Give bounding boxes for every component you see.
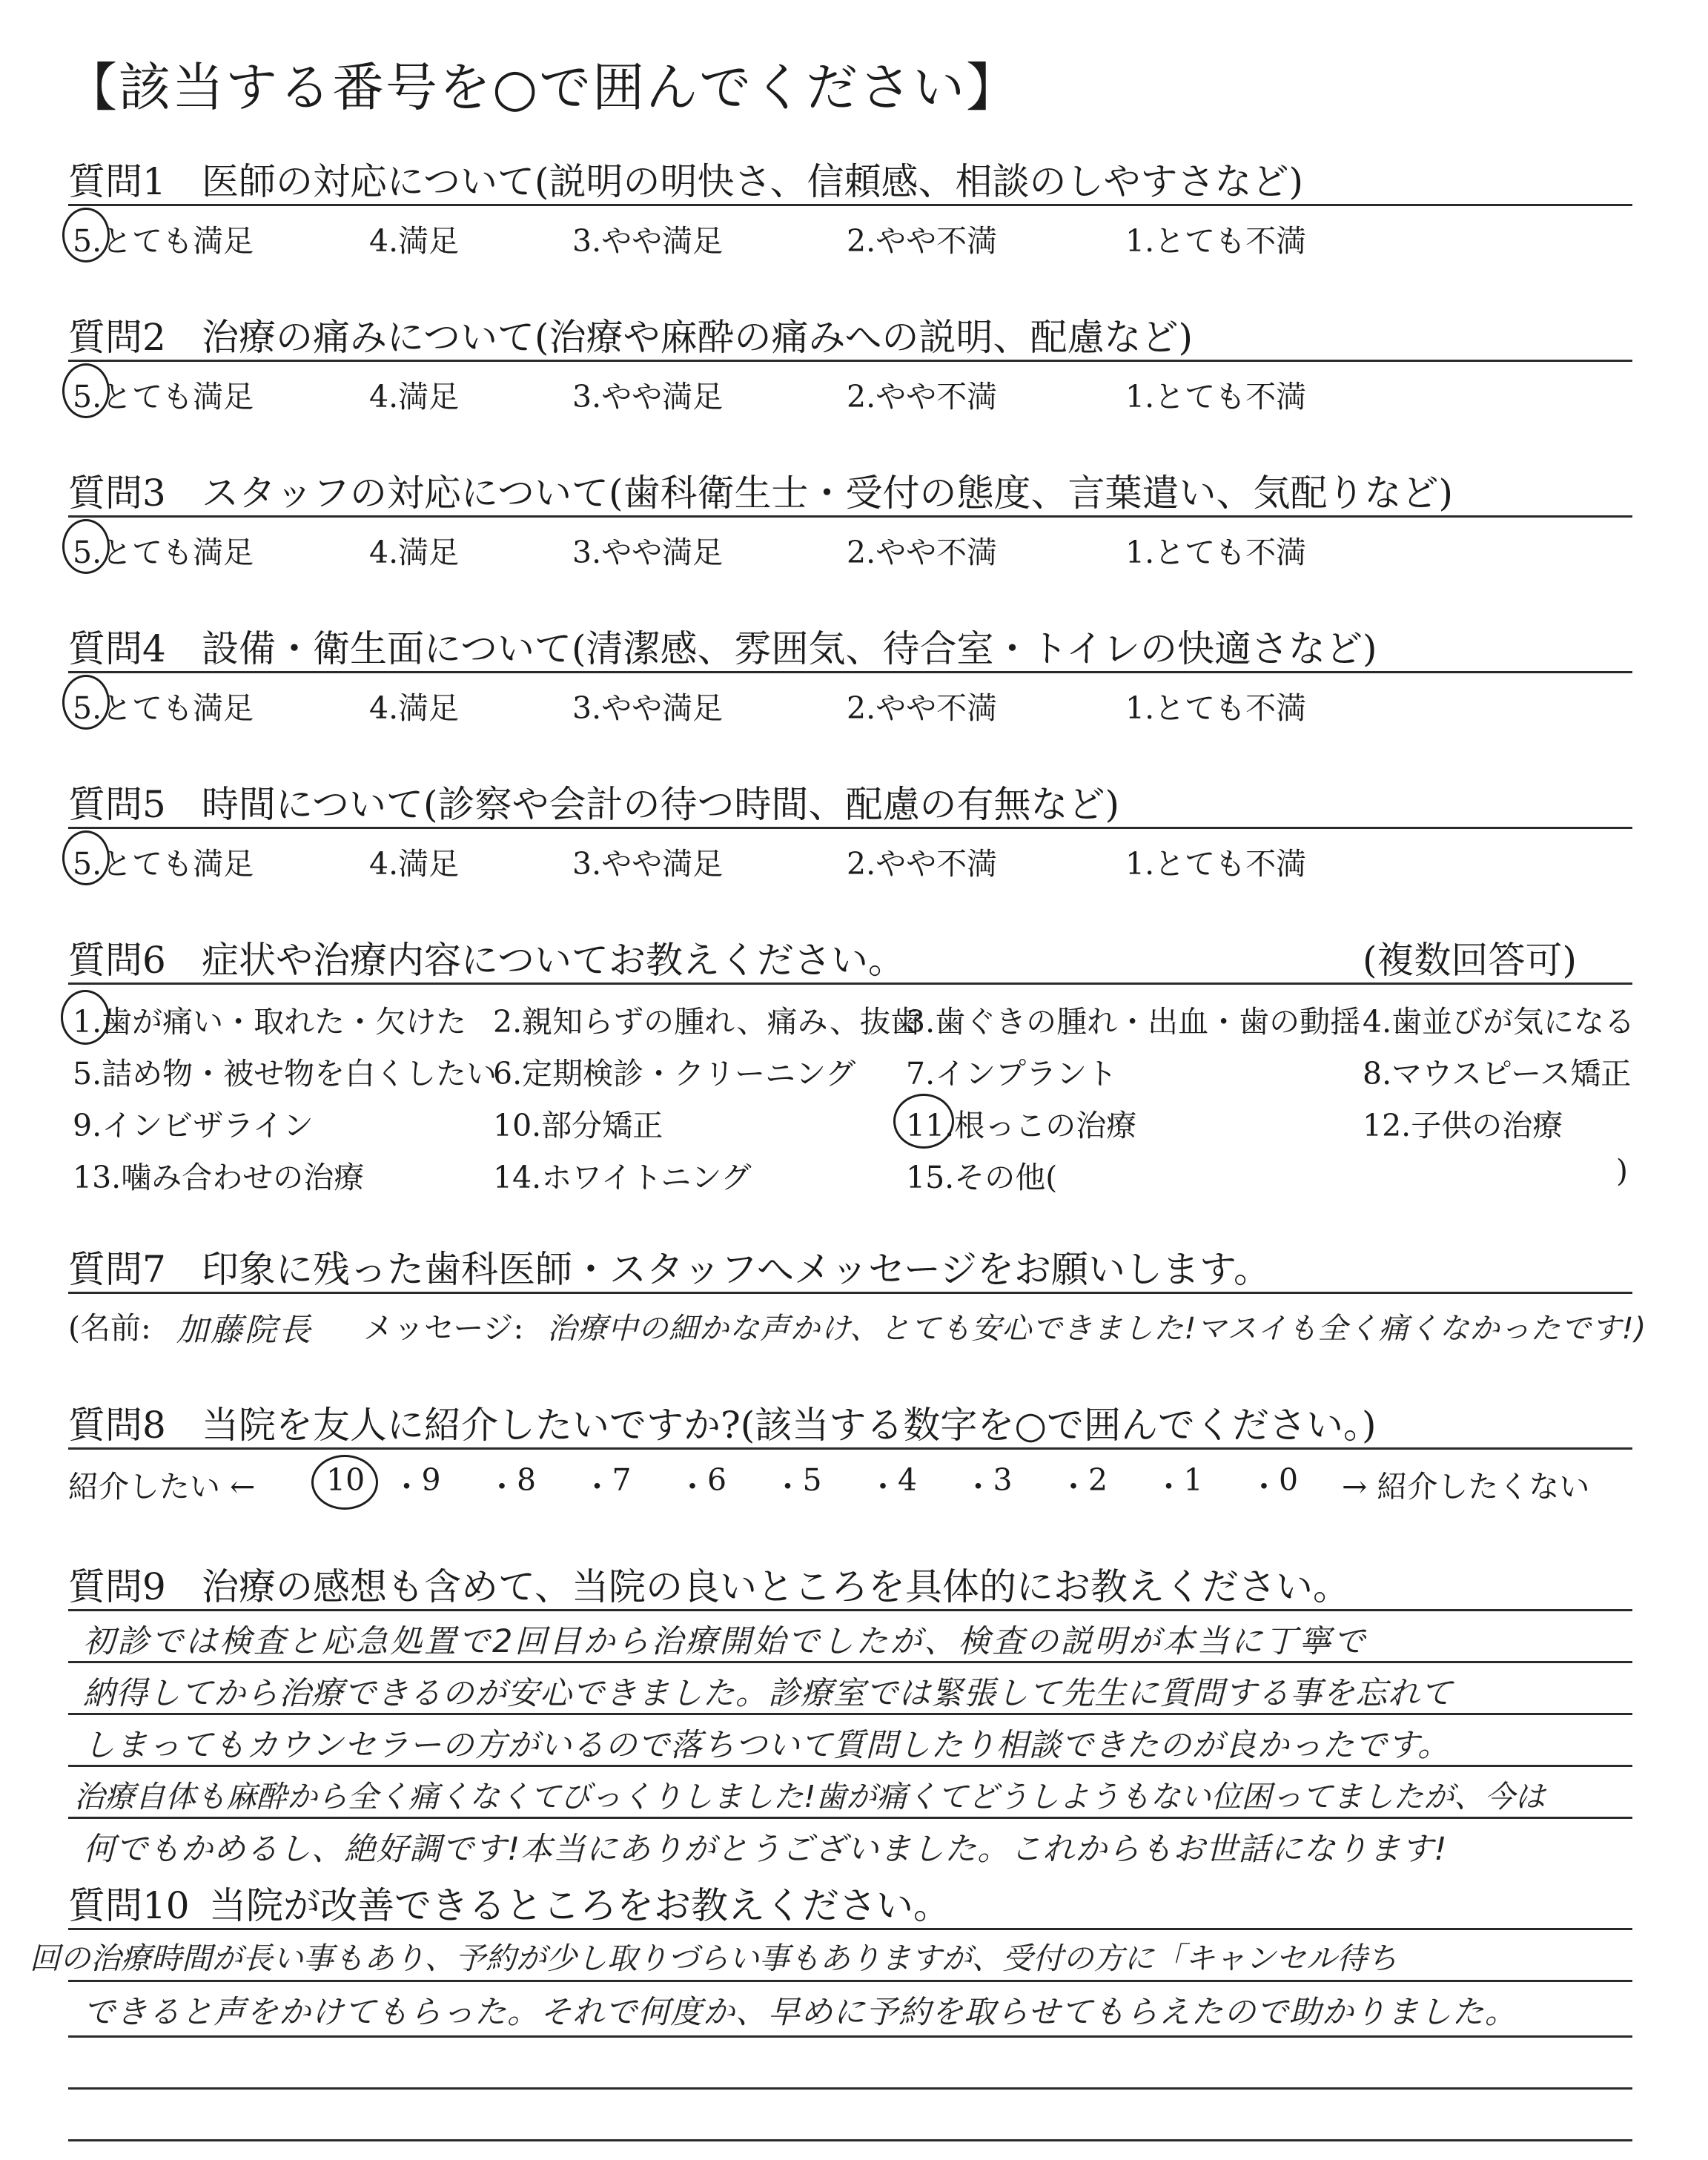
treatment-option-2[interactable]: 2.親知らずの腫れ、痛み、抜歯 [493, 1004, 921, 1040]
question-text: 設備・衛生面について(清潔感、雰囲気、待合室・トイレの快適さなど) [202, 627, 1377, 670]
divider [68, 1817, 1632, 1819]
question-text: 当院を友人に紹介したいですか?(該当する数字を○で囲んでください。) [202, 1404, 1377, 1447]
scale-value-0[interactable]: 0 [1279, 1462, 1299, 1498]
answer-line[interactable]: 何でもかめるし、絶好調です!本当にありがとうございました。これからもお世話になります! [83, 1831, 1448, 1868]
rating-option-3[interactable]: 3.やや満足 [572, 846, 724, 882]
rating-option-4[interactable]: 4.満足 [369, 535, 460, 570]
divider [68, 1980, 1632, 1982]
rating-option-3[interactable]: 3.やや満足 [572, 535, 724, 570]
rating-option-3[interactable]: 3.やや満足 [572, 690, 724, 726]
treatment-option-15[interactable]: 15.その他( [906, 1160, 1058, 1195]
rating-option-2[interactable]: 2.やや不満 [847, 223, 998, 259]
rating-option-4[interactable]: 4.満足 [369, 379, 460, 415]
scale-separator: ・ [582, 1469, 612, 1505]
scale-value-2[interactable]: 2 [1088, 1462, 1108, 1498]
rating-option-1[interactable]: 1.とても不満 [1125, 379, 1307, 415]
message-label: メッセージ: [363, 1310, 524, 1346]
rating-option-2[interactable]: 2.やや不満 [847, 846, 998, 882]
scale-value-10[interactable]: 10 [326, 1462, 365, 1498]
treatment-option-14[interactable]: 14.ホワイトニング [493, 1160, 752, 1195]
question-label: 質問8 [68, 1404, 166, 1447]
recommend-right-label: → 紹介したくない [1342, 1469, 1590, 1505]
rating-option-3[interactable]: 3.やや満足 [572, 379, 724, 415]
scale-value-7[interactable]: 7 [612, 1462, 632, 1498]
question-text: 時間について(診察や会計の待つ時間、配慮の有無など) [202, 783, 1120, 826]
divider [68, 1447, 1632, 1450]
divider [68, 1609, 1632, 1611]
treatment-option-13[interactable]: 13.噛み合わせの治療 [73, 1160, 365, 1195]
scale-separator: ・ [867, 1469, 898, 1505]
question-text: 治療の感想も含めて、当院の良いところを具体的にお教えください。 [202, 1565, 1350, 1608]
question-label: 質問1 [68, 160, 166, 203]
treatment-option-5[interactable]: 5.詰め物・被せ物を白くしたい [73, 1056, 497, 1091]
divider [68, 360, 1632, 362]
question-label: 質問10 [68, 1884, 190, 1927]
answer-line[interactable]: しまってもカウンセラーの方がいるので落ちついて質問したり相談できたのが良かったです。 [83, 1727, 1451, 1764]
answer-line[interactable]: 治療自体も麻酔から全く痛くなくてびっくりしました!歯が痛くてどうしようもない位困ってましたが、今は [74, 1779, 1546, 1814]
other-close-paren: ) [1616, 1153, 1628, 1189]
rating-option-2[interactable]: 2.やや不満 [847, 690, 998, 726]
scale-separator: ・ [677, 1469, 708, 1505]
rating-option-4[interactable]: 4.満足 [369, 223, 460, 259]
scale-separator: ・ [391, 1469, 422, 1505]
rating-option-5[interactable]: 5.とても満足 [73, 223, 254, 259]
question-text: 治療の痛みについて(治療や麻酔の痛みへの説明、配慮など) [202, 316, 1194, 359]
treatment-option-8[interactable]: 8.マウスピース矯正 [1363, 1056, 1632, 1091]
treatment-option-10[interactable]: 10.部分矯正 [493, 1108, 663, 1143]
divider [68, 515, 1632, 518]
rating-option-5[interactable]: 5.とても満足 [73, 690, 254, 726]
divider [68, 1928, 1632, 1930]
divider [68, 827, 1632, 829]
scale-value-9[interactable]: 9 [421, 1462, 441, 1498]
divider [68, 2087, 1632, 2090]
divider [68, 2139, 1632, 2141]
treatment-option-4[interactable]: 4.歯並びが気になる [1363, 1004, 1635, 1040]
rating-option-4[interactable]: 4.満足 [369, 690, 460, 726]
treatment-option-6[interactable]: 6.定期検診・クリーニング [493, 1056, 856, 1091]
answer-line[interactable]: 納得してから治療できるのが安心できました。診療室では緊張して先生に質問する事を忘れて [83, 1675, 1453, 1712]
rating-option-5[interactable]: 5.とても満足 [73, 535, 254, 570]
question-text: 症状や治療内容についてお教えください。 [202, 939, 905, 982]
scale-value-8[interactable]: 8 [517, 1462, 537, 1498]
treatment-option-1[interactable]: 1.歯が痛い・取れた・欠けた [73, 1004, 467, 1040]
rating-option-1[interactable]: 1.とても不満 [1125, 690, 1307, 726]
divider [68, 2035, 1632, 2038]
scale-value-6[interactable]: 6 [707, 1462, 727, 1498]
rating-option-5[interactable]: 5.とても満足 [73, 846, 254, 882]
scale-separator: ・ [963, 1469, 993, 1505]
answer-line[interactable]: 回の治療時間が長い事もあり、予約が少し取りづらい事もありますが、受付の方に「キャンセル待ち [30, 1941, 1397, 1976]
question-label: 質問2 [68, 316, 166, 359]
rating-option-3[interactable]: 3.やや満足 [572, 223, 724, 259]
rating-option-1[interactable]: 1.とても不満 [1125, 846, 1307, 882]
rating-option-2[interactable]: 2.やや不満 [847, 379, 998, 415]
treatment-option-3[interactable]: 3.歯ぐきの腫れ・出血・歯の動揺 [906, 1004, 1361, 1040]
treatment-option-7[interactable]: 7.インプラント [906, 1056, 1118, 1091]
answer-line[interactable]: 初診では検査と応急処置で2回目から治療開始でしたが、検査の説明が本当に丁寧で [83, 1623, 1368, 1660]
recommend-left-label: 紹介したい ← [68, 1469, 256, 1505]
question-label: 質問5 [68, 783, 166, 826]
rating-option-5[interactable]: 5.とても満足 [73, 379, 254, 415]
treatment-option-12[interactable]: 12.子供の治療 [1363, 1108, 1563, 1143]
message-value[interactable]: 治療中の細かな声かけ、とても安心できました!マスイも全く痛くなかったです!) [547, 1312, 1647, 1346]
rating-option-4[interactable]: 4.満足 [369, 846, 460, 882]
scale-value-1[interactable]: 1 [1183, 1462, 1203, 1498]
scale-separator: ・ [772, 1469, 803, 1505]
question-label: 質問7 [68, 1248, 166, 1291]
scale-separator: ・ [1058, 1469, 1089, 1505]
rating-option-1[interactable]: 1.とても不満 [1125, 223, 1307, 259]
question-label: 質問6 [68, 939, 166, 982]
question-text: 印象に残った歯科医師・スタッフへメッセージをお願いします。 [202, 1248, 1271, 1291]
name-value[interactable]: 加藤院長 [176, 1312, 313, 1349]
divider [68, 671, 1632, 673]
question-text: 当院が改善できるところをお教えください。 [209, 1884, 950, 1927]
scale-value-3[interactable]: 3 [993, 1462, 1013, 1498]
divider [68, 982, 1632, 985]
divider [68, 1292, 1632, 1294]
divider [68, 204, 1632, 206]
rating-option-2[interactable]: 2.やや不満 [847, 535, 998, 570]
scale-value-5[interactable]: 5 [802, 1462, 822, 1498]
page-title: 【該当する番号を○で囲んでください】 [65, 57, 1020, 118]
rating-option-1[interactable]: 1.とても不満 [1125, 535, 1307, 570]
question-label: 質問9 [68, 1565, 166, 1608]
scale-value-4[interactable]: 4 [898, 1462, 918, 1498]
answer-line[interactable]: できると声をかけてもらった。それで何度か、早めに予約を取らせてもらえたので助かりました。 [83, 1994, 1517, 2031]
question-text: スタッフの対応について(歯科衛生士・受付の態度、言葉遣い、気配りなど) [202, 472, 1454, 515]
question-text: 医師の対応について(説明の明快さ、信頼感、相談のしやすさなど) [202, 160, 1304, 203]
treatment-option-9[interactable]: 9.インビザライン [73, 1108, 314, 1143]
treatment-option-11[interactable]: 11.根っこの治療 [906, 1108, 1137, 1143]
question-label: 質問4 [68, 627, 166, 670]
scale-separator: ・ [1248, 1469, 1280, 1505]
scale-separator: ・ [1153, 1469, 1184, 1505]
name-label: (名前: [68, 1310, 151, 1346]
scale-separator: ・ [486, 1469, 517, 1505]
multiple-answer-note: (複数回答可) [1363, 939, 1578, 982]
question-label: 質問3 [68, 472, 166, 515]
